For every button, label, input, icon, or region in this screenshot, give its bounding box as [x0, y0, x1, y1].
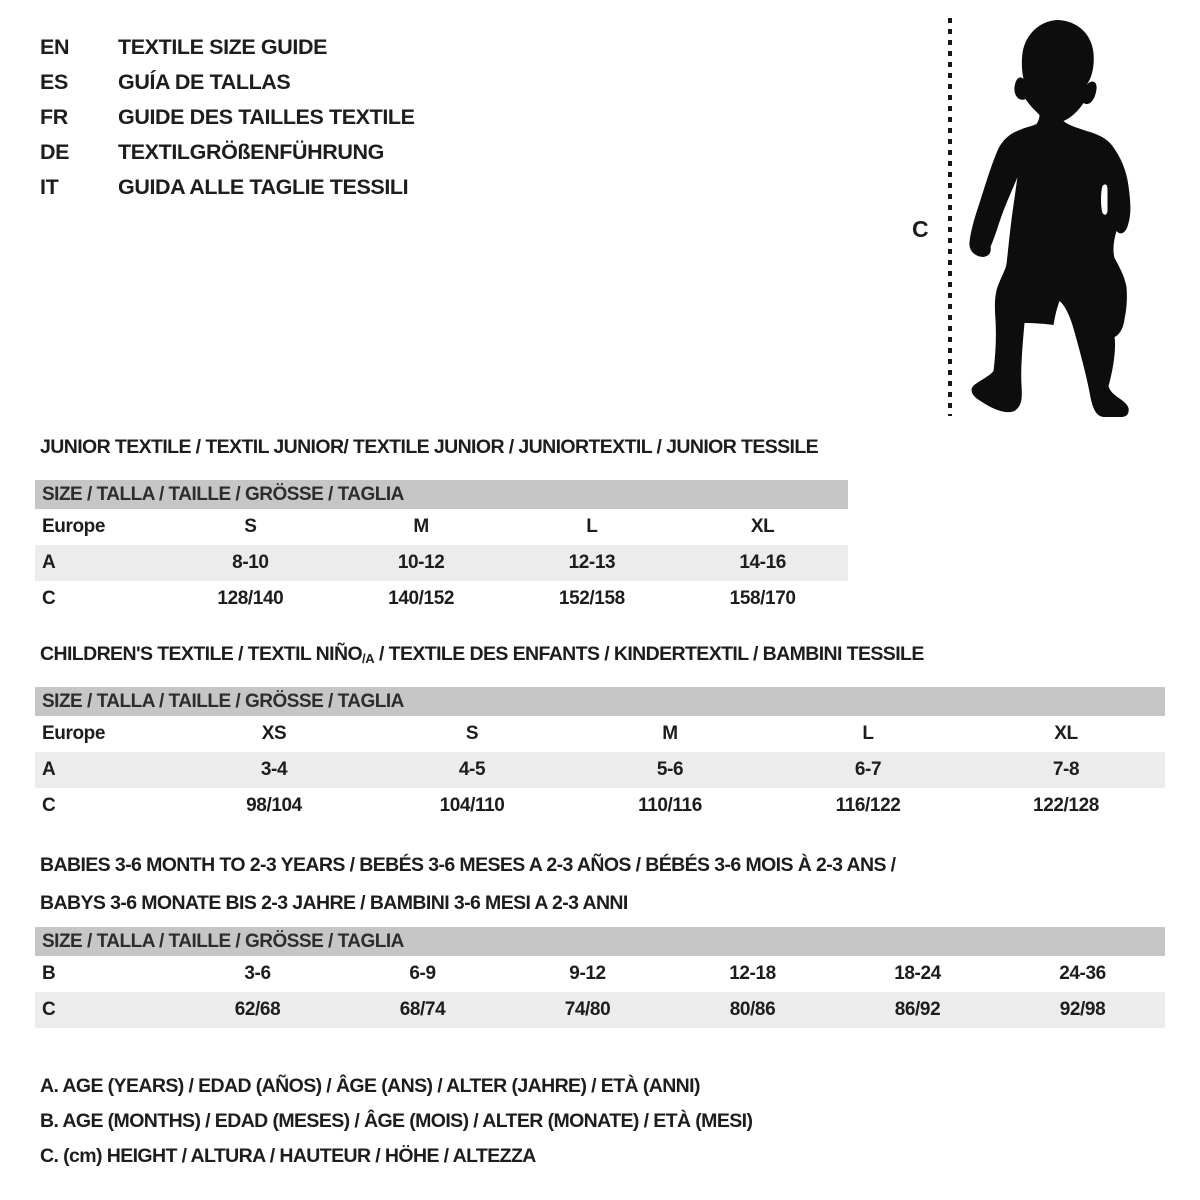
height-measure-dashed-line [948, 18, 952, 416]
junior-size-table [35, 480, 848, 617]
junior-section-heading: JUNIOR TEXTILE / TEXTIL JUNIOR/ TEXTILE JUNIOR / JUNIORTEXTIL / JUNIOR TESSILE [40, 436, 819, 458]
value-cell: 128/140 [217, 588, 284, 609]
children-size-table [35, 687, 1165, 824]
value-cell: 140/152 [388, 588, 455, 609]
row-label-cell: B [42, 963, 56, 984]
size-cell: S [244, 516, 257, 537]
language-row-en [40, 30, 415, 65]
value-cell: 7-8 [1052, 759, 1080, 780]
size-cell: L [862, 723, 874, 744]
language-title: GUIDA ALLE TAGLIE TESSILI [118, 175, 409, 199]
babies-age-row [35, 956, 1165, 992]
junior-europe-row [35, 509, 848, 545]
value-cell: 68/74 [399, 999, 446, 1020]
value-cell: 3-6 [244, 963, 271, 984]
value-cell: 9-12 [569, 963, 606, 984]
value-cell: 110/116 [638, 795, 702, 816]
junior-height-row [35, 581, 848, 617]
language-row-de [40, 135, 415, 170]
measurement-legend [40, 1069, 752, 1174]
row-label-cell: A [42, 552, 56, 573]
value-cell: 12-13 [568, 552, 616, 573]
row-label-cell: Europe [42, 516, 106, 537]
row-label-cell: Europe [42, 723, 106, 744]
value-cell: 158/170 [729, 588, 796, 609]
language-list [40, 30, 415, 205]
legend-line-b: B. AGE (MONTHS) / EDAD (MESES) / ÂGE (MOIS) / ALTER (MONATE) / ETÀ (MESI) [40, 1110, 753, 1132]
babies-section-heading [40, 846, 895, 922]
children-height-row [35, 788, 1165, 824]
language-title: GUIDE DES TAILLES TEXTILE [118, 105, 415, 129]
value-cell: 3-4 [260, 759, 288, 780]
children-heading-part1: CHILDREN'S TEXTILE / TEXTIL NIÑO [40, 643, 363, 665]
children-europe-row [35, 716, 1165, 752]
row-label-cell: C [42, 999, 56, 1020]
babies-heading-line2: BABYS 3-6 MONATE BIS 2-3 JAHRE / BAMBINI 3-6 MESI A 2-3 ANNI [40, 892, 628, 914]
value-cell: 80/86 [729, 999, 776, 1020]
value-cell: 5-6 [656, 759, 684, 780]
height-measure-label: C [912, 216, 929, 242]
language-row-fr [40, 100, 415, 135]
value-cell: 8-10 [232, 552, 269, 573]
language-code: IT [40, 175, 59, 199]
junior-age-row [35, 545, 848, 581]
language-title: TEXTILE SIZE GUIDE [118, 35, 328, 59]
language-row-it [40, 170, 415, 205]
language-title: TEXTILGRÖßENFÜHRUNG [118, 140, 384, 164]
babies-height-row [35, 992, 1165, 1028]
babies-table-size-header: SIZE / TALLA / TAILLE / GRÖSSE / TAGLIA [35, 927, 1165, 956]
value-cell: 18-24 [894, 963, 941, 984]
size-cell: XL [1054, 723, 1078, 744]
value-cell: 122/128 [1033, 795, 1099, 816]
babies-heading-line1: BABIES 3-6 MONTH TO 2-3 YEARS / BEBÉS 3-6 MESES A 2-3 AÑOS / BÉBÉS 3-6 MOIS À 2-3 ANS / [40, 854, 896, 876]
junior-table-size-header: SIZE / TALLA / TAILLE / GRÖSSE / TAGLIA [35, 480, 848, 509]
language-code: FR [40, 105, 68, 129]
toddler-silhouette [964, 20, 1134, 420]
row-label-cell: C [42, 795, 56, 816]
value-cell: 116/122 [835, 795, 901, 816]
babies-size-table [35, 927, 1165, 1028]
value-cell: 14-16 [739, 552, 786, 573]
legend-line-a: A. AGE (YEARS) / EDAD (AÑOS) / ÂGE (ANS) / ALTER (JAHRE) / ETÀ (ANNI) [40, 1075, 700, 1097]
size-cell: M [413, 516, 429, 537]
children-heading-part2: / TEXTILE DES ENFANTS / KINDERTEXTIL / BAMBINI TESSILE [374, 643, 924, 665]
row-label-cell: C [42, 588, 56, 609]
language-title: GUÍA DE TALLAS [118, 70, 291, 94]
value-cell: 152/158 [558, 588, 625, 609]
value-cell: 4-5 [458, 759, 486, 780]
size-cell: S [465, 723, 479, 744]
language-code: ES [40, 70, 68, 94]
size-cell: L [586, 516, 598, 537]
children-age-row [35, 752, 1165, 788]
size-cell: M [662, 723, 678, 744]
children-section-heading [40, 643, 924, 666]
language-code: EN [40, 35, 70, 59]
language-row-es [40, 65, 415, 100]
children-table-size-header: SIZE / TALLA / TAILLE / GRÖSSE / TAGLIA [35, 687, 1165, 716]
value-cell: 62/68 [234, 999, 281, 1020]
children-heading-sub: /A [362, 651, 375, 666]
size-cell: XS [261, 723, 287, 744]
value-cell: 104/110 [439, 795, 505, 816]
value-cell: 24-36 [1059, 963, 1106, 984]
value-cell: 12-18 [729, 963, 776, 984]
value-cell: 6-7 [854, 759, 882, 780]
legend-line-c: C. (cm) HEIGHT / ALTURA / HAUTEUR / HÖHE / ALTEZZA [40, 1145, 536, 1167]
value-cell: 10-12 [397, 552, 445, 573]
value-cell: 98/104 [246, 795, 302, 816]
value-cell: 92/98 [1059, 999, 1106, 1020]
value-cell: 6-9 [409, 963, 436, 984]
value-cell: 86/92 [894, 999, 941, 1020]
size-cell: XL [750, 516, 775, 537]
language-code: DE [40, 140, 70, 164]
row-label-cell: A [42, 759, 56, 780]
value-cell: 74/80 [564, 999, 611, 1020]
